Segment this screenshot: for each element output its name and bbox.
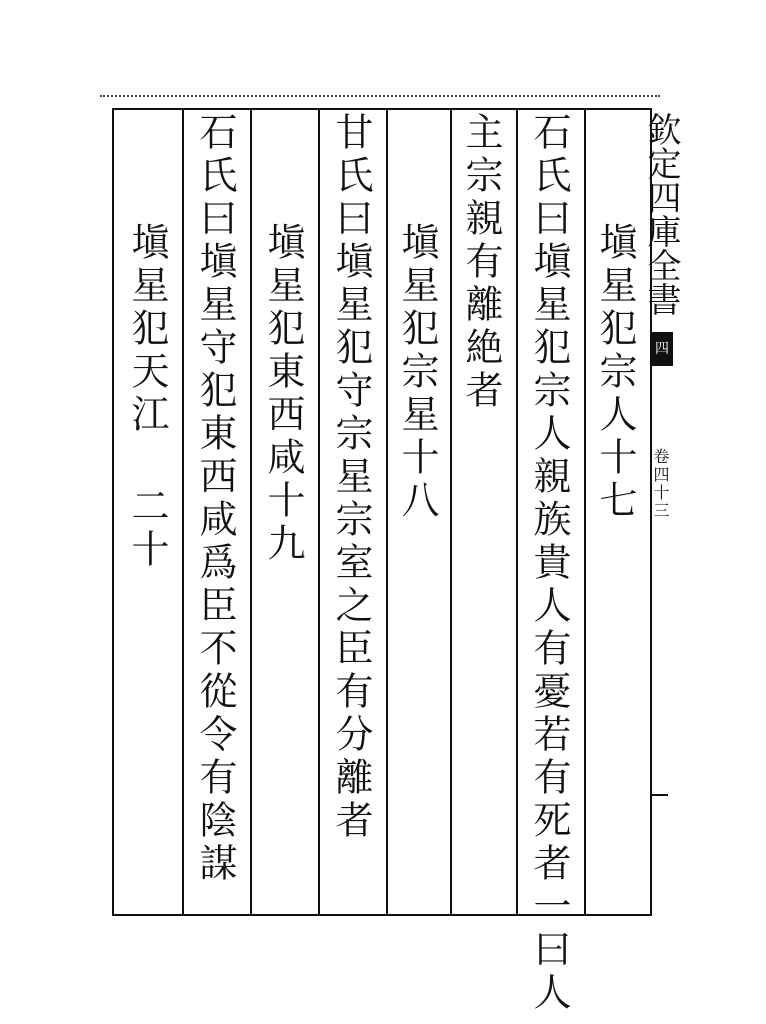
column-divider [318, 108, 320, 916]
text-column-2: 石氏曰塡星犯宗人親族貴人有憂若有死者一曰人 [527, 112, 571, 1015]
column-divider [516, 108, 518, 916]
text-column-5: 甘氏曰塡星犯守宗星宗室之臣有分離者 [329, 112, 373, 843]
text-column-1: 塡星犯宗人十七 [593, 222, 637, 523]
column-divider [386, 108, 388, 916]
volume-label: 卷四十三 [651, 448, 670, 520]
top-scan-line [100, 95, 660, 101]
text-column-4: 塡星犯宗星十八 [395, 222, 439, 523]
column-divider [182, 108, 184, 916]
column-divider [584, 108, 586, 916]
text-column-8: 塡星犯天江 二十 [125, 222, 169, 572]
column-divider [450, 108, 452, 916]
text-column-7: 石氏曰塡星守犯東西咸爲臣不從令有陰謀 [193, 112, 237, 886]
text-column-3: 主宗親有離絶者 [459, 112, 503, 413]
text-column-6: 塡星犯東西咸十九 [261, 222, 305, 566]
book-title: 欽定四庫全書 [641, 112, 681, 316]
margin-tick [652, 794, 668, 796]
column-divider [250, 108, 252, 916]
fish-tail-mark: 四 [651, 332, 673, 366]
